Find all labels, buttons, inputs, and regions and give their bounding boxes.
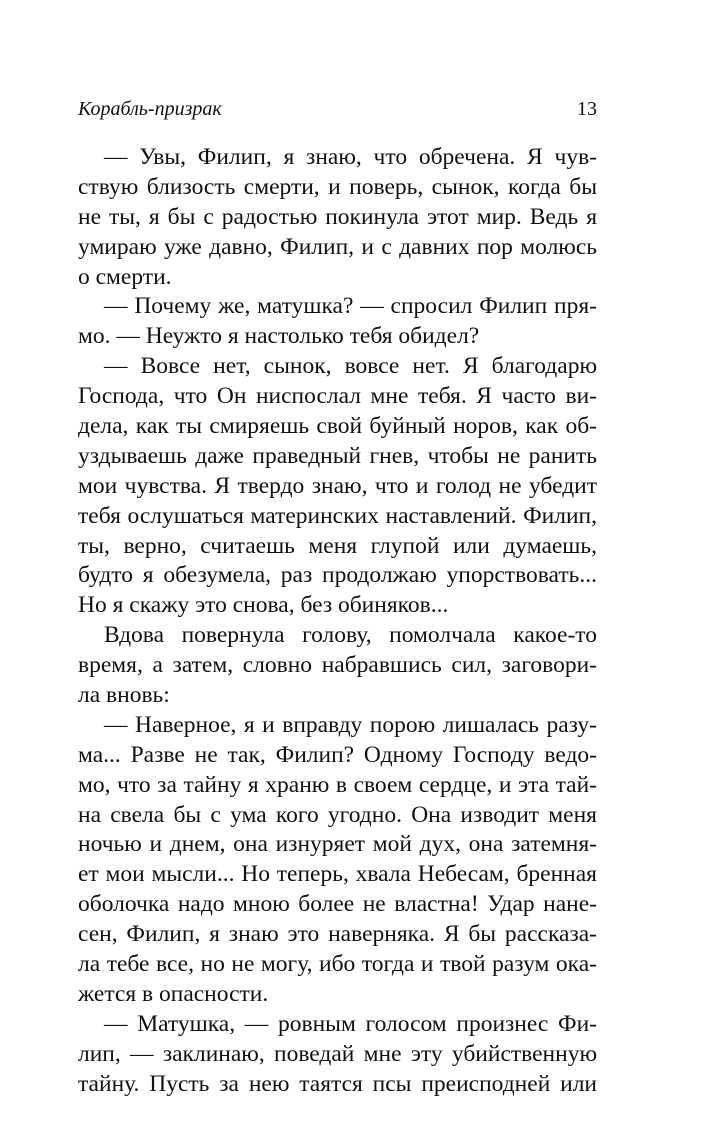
text-line: дела, как ты смиряешь свой буйный норов, как об- — [78, 413, 597, 440]
text-line: мо. — Неужто я настолько тебя обидел? — [78, 323, 480, 350]
text-line: уздываешь даже праведный гнев, чтобы не ранить — [78, 442, 597, 469]
text-line: Вдова повернула голову, помолчала какое-то — [104, 622, 597, 649]
text-line: оболочка надо мною более не властна! Удар нане- — [78, 891, 597, 918]
text-line: жется в опасности. — [78, 980, 269, 1007]
text-line: ночью и днем, она изнуряет мой дух, она затемня- — [78, 831, 597, 858]
text-line: тебя ослушаться материнских наставлений. Филип, — [78, 502, 597, 529]
text-line: мо, что за тайну я храню в своем сердце, и эта тай- — [78, 771, 597, 798]
text-line: мои чувства. Я твердо знаю, что и голод не убедит — [78, 472, 597, 499]
text-line: ствую близость смерти, и поверь, сынок, когда бы — [78, 173, 597, 200]
text-line: умираю уже давно, Филип, и с давних пор молюсь — [78, 233, 597, 260]
text-line: — Почему же, матушка? — спросил Филип пря- — [104, 293, 597, 320]
text-line: сен, Филип, я знаю это наверняка. Я бы рассказа- — [78, 921, 597, 948]
text-line: Господа, что Он ниспослал мне тебя. Я часто ви- — [78, 383, 597, 410]
text-line: ма... Разве не так, Филип? Одному Господу ведо- — [78, 741, 597, 768]
text-line: ла тебе все, но не могу, ибо тогда и твой разум ока- — [78, 951, 597, 978]
text-line: не ты, я бы с радостью покинула этот мир. Ведь я — [78, 203, 597, 230]
text-line: Но я скажу это снова, без обиняков... — [78, 592, 449, 619]
body-text — [78, 143, 597, 1100]
page-number: 13 — [577, 98, 597, 120]
text-line: будто я обезумела, раз продолжаю упорствовать... — [78, 562, 597, 589]
running-head — [78, 96, 597, 122]
text-line: о смерти. — [78, 263, 172, 290]
text-line: ла вновь: — [78, 682, 170, 709]
text-line: — Наверное, я и вправду порою лишалась разу- — [104, 711, 597, 738]
text-line: ет мои мысли... Но теперь, хвала Небесам, бренная — [78, 861, 597, 888]
text-line: время, а затем, словно набравшись сил, заговори- — [78, 652, 597, 679]
running-title: Корабль-призрак — [78, 98, 222, 120]
text-line: тайну. Пусть за нею таятся псы преисподней или — [78, 1070, 597, 1097]
text-line: — Вовсе нет, сынок, вовсе нет. Я благодарю — [104, 353, 597, 380]
text-line: — Увы, Филип, я знаю, что обречена. Я чув- — [104, 144, 597, 170]
text-line: ты, верно, считаешь меня глупой или думаешь, — [78, 532, 597, 559]
text-line: — Матушка, — ровным голосом произнес Фи- — [104, 1010, 597, 1037]
text-line: лип, — заклинаю, поведай мне эту убийственную — [78, 1040, 597, 1067]
text-line: на свела бы с ума кого угодно. Она изводит меня — [78, 801, 597, 828]
